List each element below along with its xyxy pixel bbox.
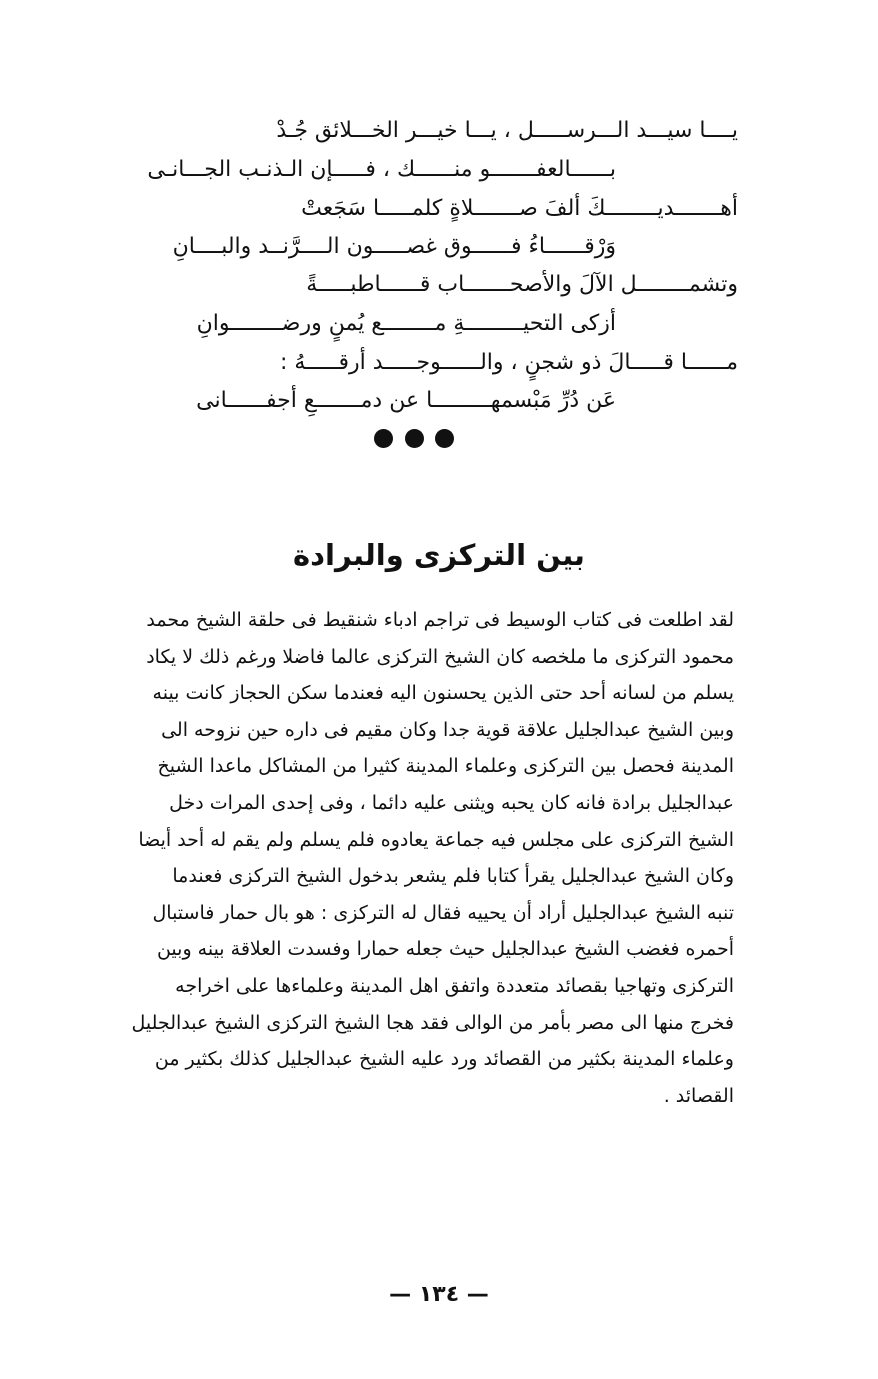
paragraph-line: القصائد . [663, 1084, 734, 1107]
separator-dot-icon [405, 429, 424, 448]
paragraph-line: يسلم من لسانه أحد حتى الذين يحسنون اليه فعندما سكن الحجاز كانت بينه [152, 682, 734, 705]
poem-verse-1-first-hemistich: يــــا سيـــد الـــرســـــل ، يـــا خيـــر الخـــلائق جُـدْ [276, 118, 738, 143]
paragraph-line: وعلماء المدينة بكثير من القصائد ورد عليه الشيخ عبدالجليل كذلك بكثير من [154, 1048, 734, 1071]
paragraph-line: فخرج منها الى مصر بأمر من الوالى فقد هجا الشيخ التركزى الشيخ عبدالجليل [131, 1011, 734, 1034]
paragraph-line: لقد اطلعت فى كتاب الوسيط فى تراجم ادباء شنقيط فى حلقة الشيخ محمد [146, 609, 734, 631]
paragraph-line: المدينة فحصل بين التركزى وعلماء المدينة كثيرا من المشاكل ماعدا الشيخ [157, 755, 734, 778]
body-paragraph [84, 602, 734, 1114]
paragraph-line: التركزى وتهاجيا بقصائد متعددة واتفق اهل المدينة وعلماءها على اخراجه [175, 974, 734, 997]
section-separator [374, 426, 454, 450]
poem-verse-4-second-hemistich: عَن دُرِّ مَبْسمهـــــــــا عن دمـــــــعِ أجفــــــانى [196, 388, 616, 413]
section-title: بين التركزى والبرادة [293, 538, 585, 572]
paragraph-line: عبدالجليل برادة فانه كان يحبه ويثنى عليه دائما ، وفى إحدى المرات دخل [169, 791, 734, 814]
paragraph-line: محمود التركزى ما ملخصه كان الشيخ التركزى عالما فاضلا ورغم ذلك لا يكاد [146, 645, 734, 668]
poem-verse-1-second-hemistich: بــــــالعفـــــــو منــــــك ، فـــــإن الـذنـب الجـــانـى [147, 157, 616, 182]
poem-verse-2-first-hemistich: أهـــــــديــــــــكَ ألفَ صـــــــلاةٍ كلمـــــا سَجَعتْ [301, 196, 738, 221]
poem-verse-3-first-hemistich: وتشمــــــــل الآلَ والأصحـــــــاب قــــــاطبـــــةً [306, 272, 738, 297]
paragraph-line: أحمره فغضب الشيخ عبدالجليل حيث جعله حمارا وفسدت العلاقة بينه وبين [156, 938, 734, 961]
separator-dot-icon [374, 429, 393, 448]
poem-verse-2-second-hemistich: وَرْقــــــاءُ فــــــوق غصـــــون الــــرَّنــد والبــــانِ [172, 234, 616, 259]
poem-verse-4-first-hemistich: مــــــا قـــــالَ ذو شجنٍ ، والــــــوجـــــد أرقـــــهُ : [280, 350, 738, 375]
paragraph-line: الشيخ التركزى على مجلس فيه جماعة يعادوه فلم يسلم ولم يقم له أحد أيضا [138, 828, 734, 851]
paragraph-line: تنبه الشيخ عبدالجليل أراد أن يحييه فقال له التركزى : هو بال حمار فاستبال [152, 901, 734, 924]
separator-dot-icon [435, 429, 454, 448]
paragraph-line: وبين الشيخ عبدالجليل علاقة قوية جدا وكان مقيم فى داره حين نزوحه الى [161, 718, 734, 741]
paragraph-line: وكان الشيخ عبدالجليل يقرأ كتابا فلم يشعر بدخول الشيخ التركزى فعندما [172, 865, 734, 888]
poem-verse-3-second-hemistich: أزكى التحيـــــــــةِ مــــــــع يُمنٍ ورضــــــــوانِ [196, 311, 616, 336]
page-number: — ١٣٤ — [389, 1282, 489, 1307]
